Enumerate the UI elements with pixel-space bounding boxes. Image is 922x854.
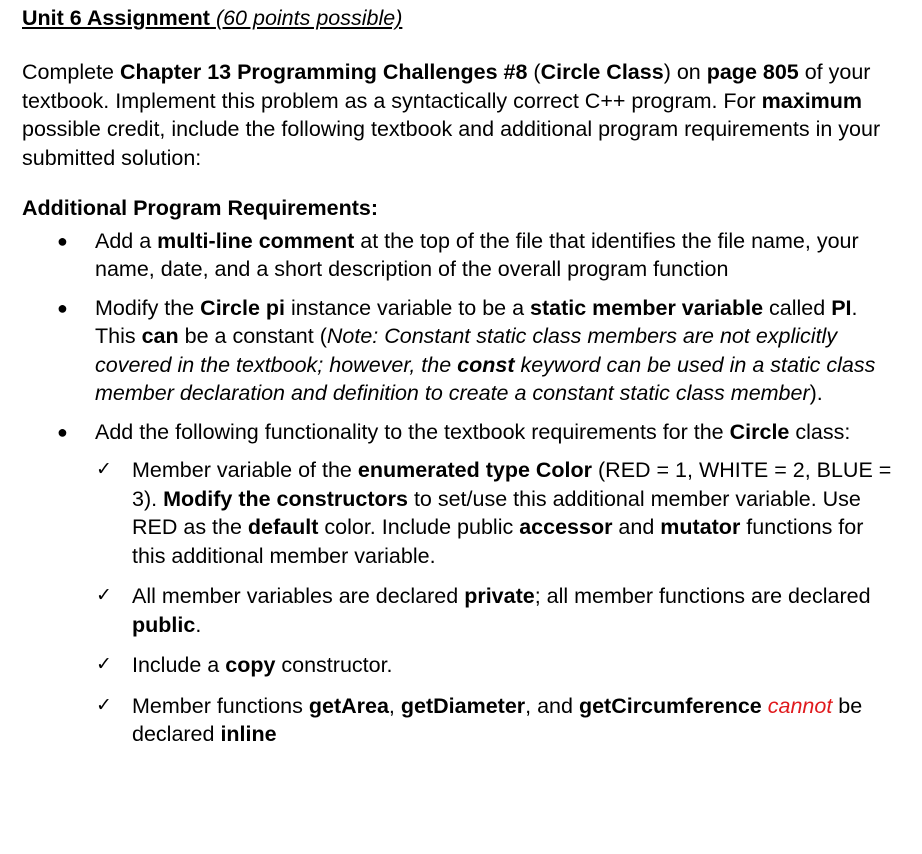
bullet-icon: ● xyxy=(57,230,68,251)
intro-paragraph: Complete Chapter 13 Programming Challenges #8 (Circle Class) on page 805 of your textbook. Implement this problem as a syntactically correct C++ program. For maximum possible credit, include the following textbook and additional program requirements in your submitted solution: xyxy=(22,60,881,170)
chapter-reference: Chapter 13 Programming Challenges #8 xyxy=(120,60,528,84)
requirement-item: ● Add the following functionality to the textbook requirements for the Circle class: ✓ Member variable of the enumerated type Color (RED = 1, WHITE = 2, BLUE = 3). Modify the constructors to set/use this additional member variable. Use RED as the default color. Include public accessor and mutator functions for this additional member variable. ✓ All member variables are declared private; all member functions are declared public. ✓ Include a copy constructor. ✓ Member functions getArea, getDiameter, and getCircumference cannot be declared inline xyxy=(22,418,902,749)
checkmark-icon: ✓ xyxy=(96,694,112,716)
requirement-item: ● Modify the Circle pi instance variable to be a static member variable called PI. This can be a constant (Note: Constant static class members are not explicitly covered in the textbook; however, the const keyword can be used in a static class member declaration and definition to create a constant static class member). xyxy=(57,295,876,405)
checkmark-icon: ✓ xyxy=(96,459,112,480)
section-title: Additional Program Requirements: xyxy=(22,196,378,220)
checklist-item: ✓ Member variable of the enumerated type Color (RED = 1, WHITE = 2, BLUE = 3). Modify the constructors to set/use this additional member variable. Use RED as the default color. Include public accessor and mutator functions for this additional member variable. xyxy=(96,458,892,568)
note-text: Note: Constant static class members are not explicitly covered in the textbook; however, the xyxy=(95,324,838,377)
challenge-name: Circle Class xyxy=(540,60,664,84)
checklist-item: ✓ All member variables are declared private; all member functions are declared public. xyxy=(96,584,871,637)
requirement-item: ● Add a multi-line comment at the top of the file that identifies the file name, your name, date, and a short description of the overall program function xyxy=(57,228,859,281)
page-reference: page 805 xyxy=(706,60,799,84)
points-possible: (60 points possible) xyxy=(215,6,403,30)
requirements-list xyxy=(22,227,902,749)
bullet-icon: ● xyxy=(57,297,68,318)
bullet-icon: ● xyxy=(57,421,68,442)
assignment-document xyxy=(22,4,902,761)
assignment-heading xyxy=(22,4,902,32)
checklist-item: ✓ Member functions getArea, getDiameter, and getCircumference cannot be declared inline xyxy=(96,693,863,746)
checkmark-icon: ✓ xyxy=(96,654,112,675)
emphasis-cannot: cannot xyxy=(767,693,833,718)
circle-class-requirements xyxy=(22,456,902,749)
checkmark-icon: ✓ xyxy=(96,585,112,606)
checklist-item: ✓ Include a copy constructor. xyxy=(22,651,902,680)
unit-title: Unit 6 Assignment xyxy=(22,6,210,30)
